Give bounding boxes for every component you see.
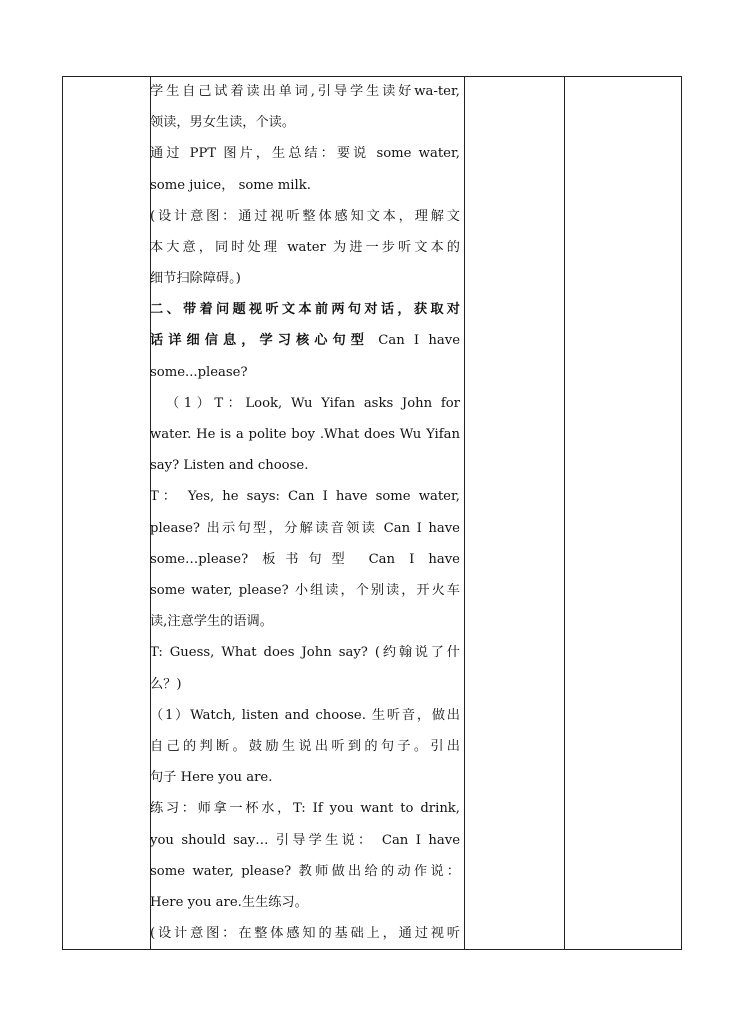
text-line-5: (设计意图：通过视听整体感知文本，理解文 bbox=[150, 209, 460, 224]
text-line-7: 细节扫除障碍。) bbox=[150, 271, 241, 286]
text-line-26: some water, please? 教师做出给的动作说： bbox=[150, 864, 460, 879]
text-line-10: some...please? bbox=[150, 365, 248, 380]
text-line-17: some water, please? 小组读，个别读，开火车 bbox=[150, 583, 460, 598]
text-line-27: Here you are.生生练习。 bbox=[150, 895, 308, 910]
text-line-25: you should say… 引导学生说： Can I have bbox=[150, 833, 460, 848]
text-line-13: say? Listen and choose. bbox=[150, 458, 309, 473]
text-line-14: T： Yes, he says: Can I have some water, bbox=[150, 489, 460, 504]
text-line-3: 通过 PPT 图片，生总结：要说 some water, bbox=[150, 146, 460, 161]
section-heading-line-2: 话详细信息，学习核心句型 Can I have bbox=[150, 333, 460, 348]
text-line-22: 自己的判断。鼓励生说出听到的句子。引出 bbox=[150, 739, 460, 754]
text-line-6: 本大意，同时处理 water 为进一步听文本的 bbox=[150, 240, 460, 255]
text-line-18: 读,注意学生的语调。 bbox=[150, 614, 273, 629]
column-divider-2 bbox=[464, 77, 465, 949]
text-line-11: （1）T：Look, Wu Yifan asks John for bbox=[166, 396, 460, 411]
text-line-1: 学生自己试着读出单词,引导学生读好wa-ter, bbox=[150, 84, 460, 99]
text-line-12: water. He is a polite boy .What does Wu Yifan bbox=[150, 427, 460, 442]
text-line-4: some juice， some milk. bbox=[150, 178, 311, 193]
text-line-2: 领读，男女生读，个读。 bbox=[150, 115, 296, 130]
text-line-28: (设计意图：在整体感知的基础上，通过视听 bbox=[150, 926, 460, 941]
text-line-21: （1）Watch, listen and choose. 生听音，做出 bbox=[150, 708, 460, 723]
text-line-20: 么？) bbox=[150, 677, 182, 692]
text-line-24: 练习：师拿一杯水，T: If you want to drink, bbox=[150, 801, 460, 816]
text-line-15: please? 出示句型，分解读音领读 Can I have bbox=[150, 521, 460, 536]
column-divider-3 bbox=[564, 77, 565, 949]
teaching-process-cell bbox=[150, 76, 460, 950]
text-line-19: T: Guess, What does John say? (约翰说了什 bbox=[150, 645, 460, 660]
text-line-16: some…please? 板书句型 Can I have bbox=[150, 552, 460, 567]
section-heading-line-1: 二、带着问题视听文本前两句对话，获取对 bbox=[150, 302, 460, 317]
text-line-23: 句子 Here you are. bbox=[150, 770, 273, 785]
